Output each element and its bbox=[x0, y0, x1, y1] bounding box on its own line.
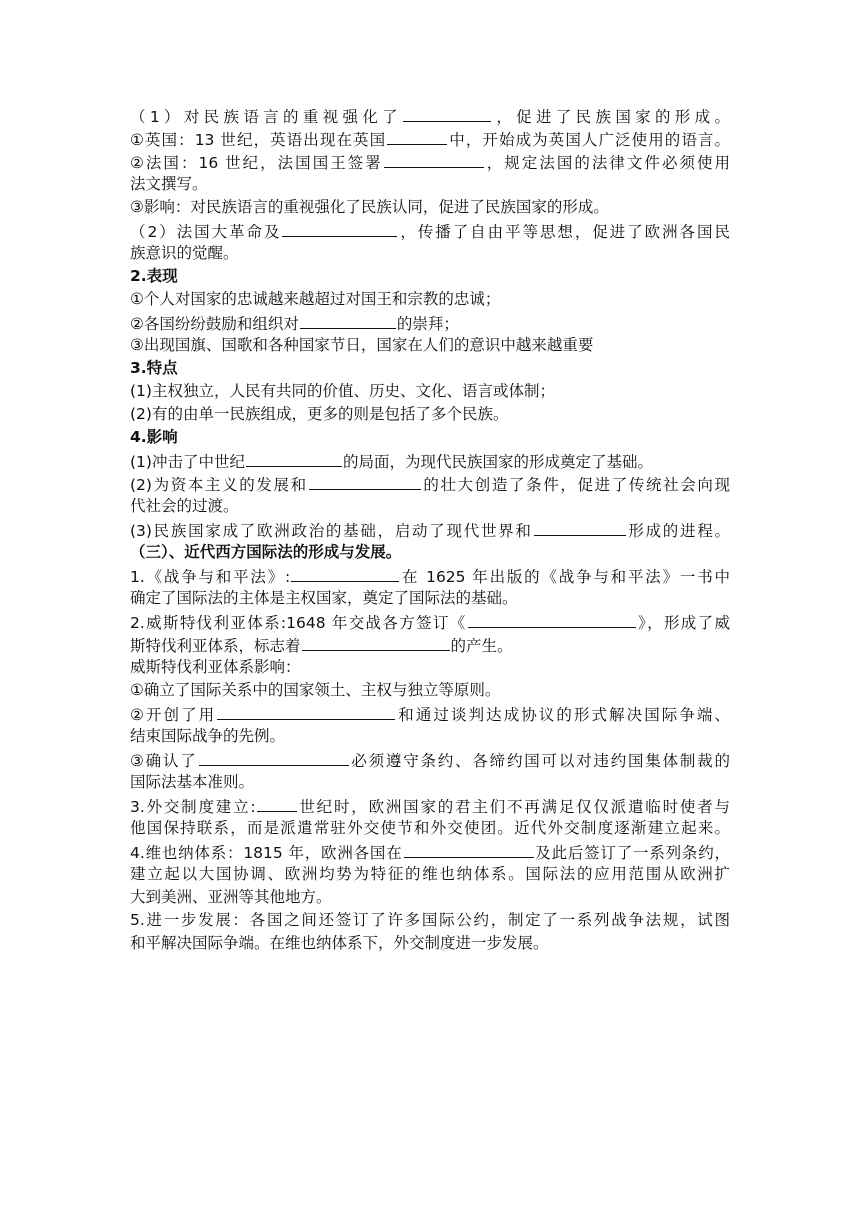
section-heading bbox=[130, 265, 730, 288]
text-line bbox=[130, 196, 730, 219]
fill-in-blank[interactable] bbox=[384, 150, 484, 168]
text-segment: 4.维也纳体系：1815 年，欧洲各国在 bbox=[130, 844, 403, 862]
text-segment: ②法国：16 世纪，法国国王签署 bbox=[130, 154, 383, 172]
text-segment: ，规定法国的法律文件必须使用 bbox=[484, 154, 730, 172]
text-segment: 及此后签订了一系列条约， bbox=[534, 844, 730, 862]
fill-in-blank[interactable] bbox=[387, 127, 447, 145]
text-segment: 的局面，为现代民族国家的形成奠定了基础。 bbox=[342, 453, 653, 471]
text-line bbox=[130, 150, 730, 173]
text-line bbox=[130, 610, 730, 633]
fill-in-blank[interactable] bbox=[534, 518, 626, 536]
text-segment: 国际法基本准则。 bbox=[130, 773, 255, 791]
text-segment: ③确认了 bbox=[130, 752, 198, 770]
text-line bbox=[130, 748, 730, 771]
heading-text: 2.表现 bbox=[130, 267, 178, 285]
fill-in-blank[interactable] bbox=[246, 449, 342, 467]
fill-in-blank[interactable] bbox=[302, 633, 450, 651]
text-segment: 的壮大创造了条件，促进了传统社会向现 bbox=[421, 476, 730, 494]
text-segment: (2)有的由单一民族组成，更多的则是包括了多个民族。 bbox=[130, 405, 509, 423]
text-line bbox=[130, 725, 730, 748]
fill-in-blank[interactable] bbox=[309, 472, 421, 490]
section-heading bbox=[130, 426, 730, 449]
text-segment: 结束国际战争的先例。 bbox=[130, 727, 286, 745]
text-segment: （1）对民族语言的重视强化了 bbox=[130, 108, 402, 126]
fill-in-blank[interactable] bbox=[282, 219, 397, 237]
text-line bbox=[130, 104, 730, 127]
fill-in-blank[interactable] bbox=[199, 748, 349, 766]
text-line bbox=[130, 633, 730, 656]
text-segment: (1)主权独立，人民有共同的价值、历史、文化、语言或体制； bbox=[130, 382, 555, 400]
text-line bbox=[130, 449, 730, 472]
fill-in-blank[interactable] bbox=[404, 840, 534, 858]
fill-in-blank[interactable] bbox=[217, 702, 395, 720]
text-segment: 威斯特伐利亚体系影响： bbox=[130, 658, 301, 676]
text-line bbox=[130, 794, 730, 817]
text-line bbox=[130, 587, 730, 610]
text-line bbox=[130, 656, 730, 679]
text-segment: 在 1625 年出版的《战争与和平法》一书中 bbox=[400, 568, 730, 586]
text-segment: ③影响：对民族语言的重视强化了民族认同，促进了民族国家的形成。 bbox=[130, 198, 609, 216]
text-line bbox=[130, 886, 730, 909]
heading-text: 3.特点 bbox=[130, 359, 178, 377]
text-line bbox=[130, 380, 730, 403]
text-segment: ②各国纷纷鼓励和组织对 bbox=[130, 315, 299, 333]
text-segment: 建立起以大国协调、欧洲均势为特征的维也纳体系。国际法的应用范围从欧洲扩 bbox=[130, 865, 730, 883]
text-segment: 族意识的觉醒。 bbox=[130, 244, 239, 262]
section-heading bbox=[130, 541, 730, 564]
text-segment: (2)为资本主义的发展和 bbox=[130, 476, 308, 494]
heading-text: （三）、近代西方国际法的形成与发展。 bbox=[130, 543, 402, 561]
fill-in-blank[interactable] bbox=[403, 104, 491, 122]
text-line bbox=[130, 219, 730, 242]
text-line bbox=[130, 518, 730, 541]
text-segment: 的产生。 bbox=[450, 637, 513, 655]
fill-in-blank[interactable] bbox=[300, 311, 396, 329]
text-segment: (1)冲击了中世纪 bbox=[130, 453, 245, 471]
text-line bbox=[130, 863, 730, 886]
text-segment: （2）法国大革命及 bbox=[130, 223, 282, 241]
text-segment: 和平解决国际争端。在维也纳体系下，外交制度进一步发展。 bbox=[130, 934, 549, 952]
text-segment: 》，形成了威 bbox=[636, 614, 730, 632]
text-line bbox=[130, 771, 730, 794]
text-line bbox=[130, 840, 730, 863]
text-line bbox=[130, 817, 730, 840]
text-line bbox=[130, 334, 730, 357]
fill-in-blank[interactable] bbox=[468, 610, 636, 628]
text-segment: 3.外交制度建立: bbox=[130, 798, 256, 816]
text-segment: ①确立了国际关系中的国家领土、主权与独立等原则。 bbox=[130, 681, 501, 699]
text-segment: ①个人对国家的忠诚越来越超过对国王和宗教的忠诚； bbox=[130, 290, 501, 308]
text-segment: ，传播了自由平等思想，促进了欧洲各国民 bbox=[398, 223, 730, 241]
text-segment: 中，开始成为英国人广泛使用的语言。 bbox=[448, 131, 730, 149]
text-segment: 和通过谈判达成协议的形式解决国际争端、 bbox=[396, 706, 730, 724]
section-heading bbox=[130, 357, 730, 380]
text-line bbox=[130, 909, 730, 932]
text-segment: 的崇拜； bbox=[396, 315, 459, 333]
text-segment: 形成的进程。 bbox=[626, 522, 730, 540]
text-line bbox=[130, 173, 730, 196]
text-segment: ①英国：13 世纪，英语出现在英国 bbox=[130, 131, 387, 149]
text-line bbox=[130, 495, 730, 518]
text-segment: 1.《战争与和平法》: bbox=[130, 568, 291, 586]
text-segment: 世纪时，欧洲国家的君主们不再满足仅仅派遣临时使者与 bbox=[297, 798, 730, 816]
text-segment: 他国保持联系，而是派遣常驻外交使节和外交使团。近代外交制度逐渐建立起来。 bbox=[130, 819, 730, 837]
text-segment: 必须遵守条约、各缔约国可以对违约国集体制裁的 bbox=[349, 752, 730, 770]
text-line bbox=[130, 932, 730, 955]
text-segment: (3)民族国家成了欧洲政治的基础，启动了现代世界和 bbox=[130, 522, 533, 540]
text-line bbox=[130, 127, 730, 150]
text-line bbox=[130, 679, 730, 702]
text-line bbox=[130, 702, 730, 725]
heading-text: 4.影响 bbox=[130, 428, 178, 446]
text-segment: 斯特伐利亚体系，标志着 bbox=[130, 637, 301, 655]
text-segment: 代社会的过渡。 bbox=[130, 497, 239, 515]
text-segment: ③出现国旗、国歌和各种国家节日，国家在人们的意识中越来越重要 bbox=[130, 336, 594, 354]
text-segment: 大到美洲、亚洲等其他地方。 bbox=[130, 888, 332, 906]
text-segment: ②开创了用 bbox=[130, 706, 217, 724]
text-segment: 5.进一步发展：各国之间还签订了许多国际公约，制定了一系列战争法规，试图 bbox=[130, 911, 730, 929]
text-line bbox=[130, 403, 730, 426]
fill-in-blank[interactable] bbox=[257, 794, 297, 812]
text-segment: 2.威斯特伐利亚体系:1648 年交战各方签订《 bbox=[130, 614, 467, 632]
text-line bbox=[130, 242, 730, 265]
text-segment: 法文撰写。 bbox=[130, 175, 208, 193]
fill-in-blank[interactable] bbox=[291, 564, 399, 582]
text-line bbox=[130, 564, 730, 587]
text-segment: ，促进了民族国家的形成。 bbox=[492, 108, 730, 126]
text-line bbox=[130, 311, 730, 334]
text-segment: 确定了国际法的主体是主权国家，奠定了国际法的基础。 bbox=[130, 589, 518, 607]
text-line bbox=[130, 472, 730, 495]
text-line bbox=[130, 288, 730, 311]
